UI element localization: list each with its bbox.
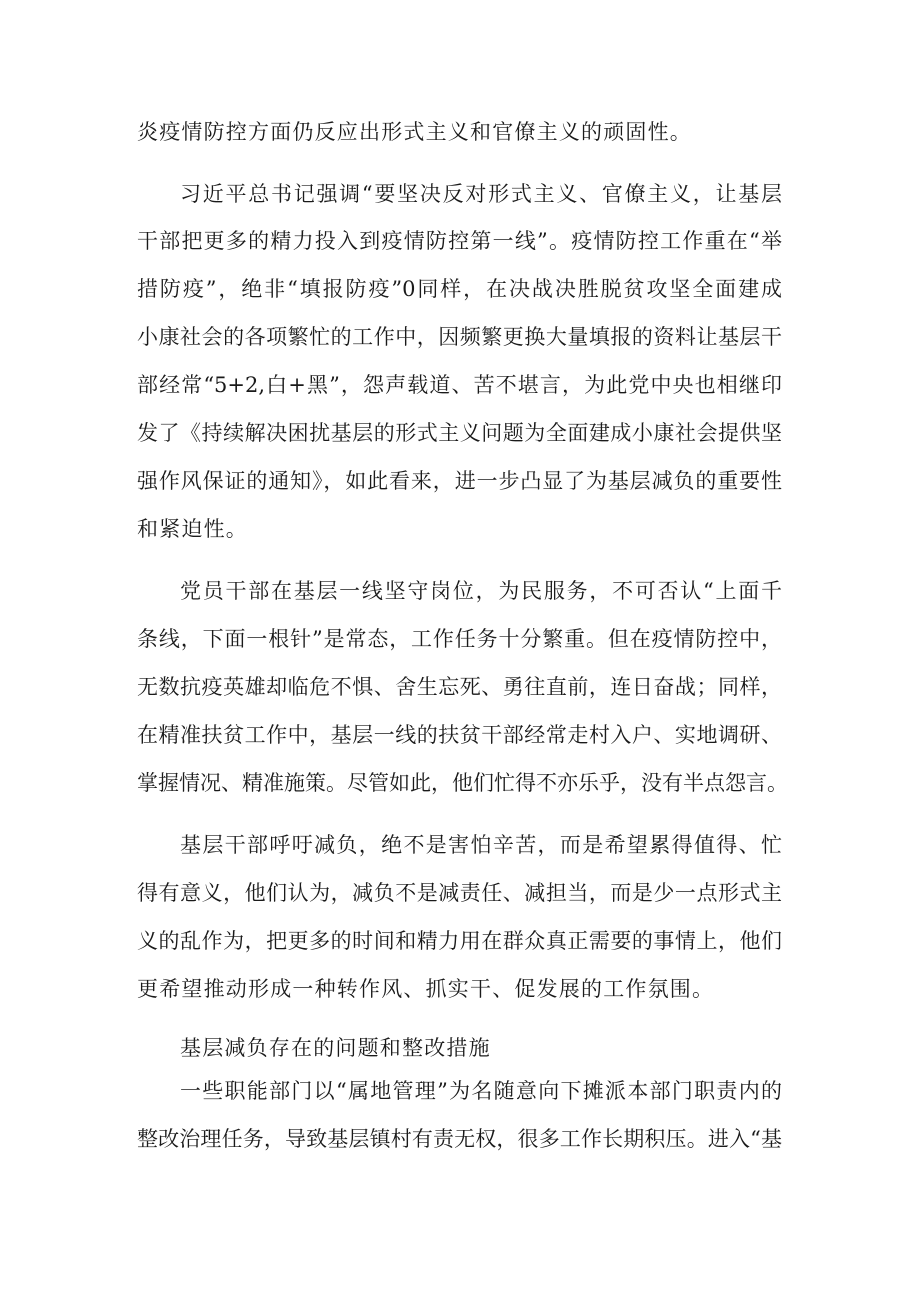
paragraph-2-line-3: 措防疫”，绝非“填报防疫”0同样，在决战决胜脱贫攻坚全面建成 xyxy=(137,277,782,301)
section-heading: 基层减负存在的问题和整改措施 xyxy=(180,1036,491,1060)
paragraph-2-line-4: 小康社会的各项繁忙的工作中，因频繁更换大量填报的资料让基层干 xyxy=(137,325,782,349)
paragraph-2-line-2: 干部把更多的精力投入到疫情防控第一线”。疫情防控工作重在“举 xyxy=(137,229,782,253)
paragraph-3-line-5: 掌握情况、精准施策。尽管如此，他们忙得不亦乐乎，没有半点怨言。 xyxy=(137,771,788,795)
paragraph-3-line-2: 条线，下面一根针”是常态，工作任务十分繁重。但在疫情防控中， xyxy=(137,627,782,651)
paragraph-3-line-1: 党员干部在基层一线坚守岗位，为民服务，不可否认“上面千 xyxy=(180,579,782,603)
paragraph-4-line-3: 义的乱作为，把更多的时间和精力用在群众真正需要的事情上，他们 xyxy=(137,929,782,953)
paragraph-1-line-1: 炎疫情防控方面仍反应出形式主义和官僚主义的顽固性。 xyxy=(137,120,692,144)
paragraph-2-line-5: 部经常“5+2,白+黑”，怨声载道、苦不堪言，为此党中央也相继印 xyxy=(137,373,782,397)
paragraph-2-line-1: 习近平总书记强调“要坚决反对形式主义、官僚主义，让基层 xyxy=(180,182,782,206)
paragraph-2-line-8: 和紧迫性。 xyxy=(137,517,248,541)
paragraph-4-line-2: 得有意义，他们认为，减负不是减责任、减担当，而是少一点形式主 xyxy=(137,881,782,905)
paragraph-2-line-7: 强作风保证的通知》，如此看来，进一步凸显了为基层减负的重要性 xyxy=(137,469,782,493)
paragraph-3-line-3: 无数抗疫英雄却临危不惧、舍生忘死、勇往直前，连日奋战；同样， xyxy=(137,675,782,699)
paragraph-5-line-1: 一些职能部门以“属地管理”为名随意向下摊派本部门职责内的 xyxy=(180,1079,782,1103)
paragraph-5-line-2: 整改治理任务，导致基层镇村有责无权，很多工作长期积压。进入“基 xyxy=(137,1127,782,1151)
paragraph-4-line-4: 更希望推动形成一种转作风、抓实干、促发展的工作氛围。 xyxy=(137,977,715,1001)
paragraph-4-line-1: 基层干部呼吁减负，绝不是害怕辛苦，而是希望累得值得、忙 xyxy=(180,833,782,857)
paragraph-3-line-4: 在精准扶贫工作中，基层一线的扶贫干部经常走村入户、实地调研、 xyxy=(137,723,782,747)
paragraph-2-line-6: 发了《持续解决困扰基层的形式主义问题为全面建成小康社会提供坚 xyxy=(137,421,782,445)
